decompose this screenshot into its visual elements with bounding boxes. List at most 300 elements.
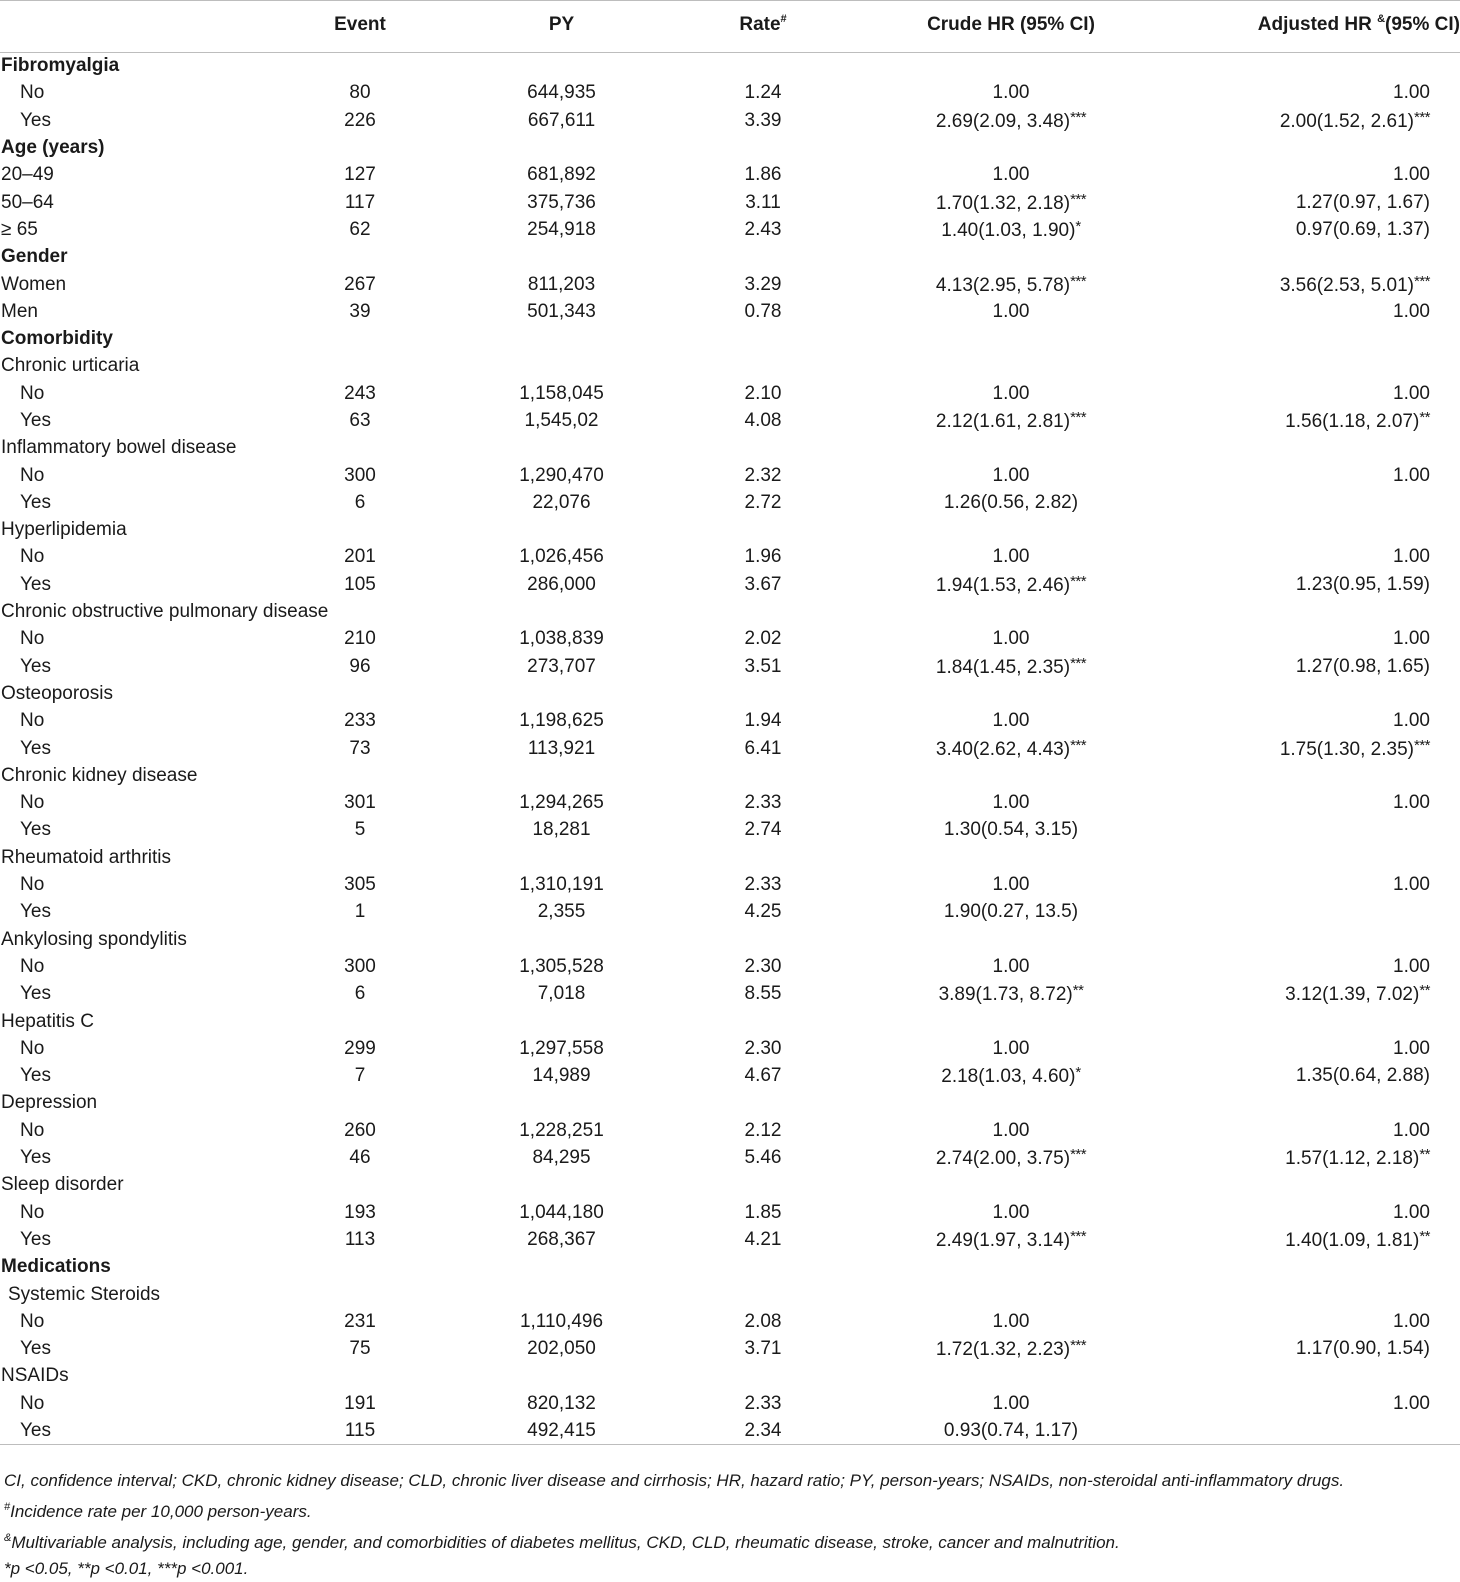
header-adjusted-sup: & [1377, 13, 1386, 25]
crude-hr-cell [823, 189, 1199, 216]
table-row [0, 981, 1460, 1008]
event-cell: 127 [344, 164, 376, 186]
table-row [0, 1308, 1460, 1335]
crude-hr-cell [823, 107, 1199, 134]
py-cell [420, 325, 703, 352]
py-cell: 2,355 [537, 901, 586, 923]
py-cell: 113,921 [527, 737, 596, 759]
rate-cell [703, 353, 823, 380]
rate-cell: 2.10 [744, 382, 782, 404]
adjusted-hr-cell [1199, 435, 1460, 462]
crude-hr-cell [823, 571, 1199, 598]
rate-cell [703, 1363, 823, 1390]
footnote-adjusted-sup: & [4, 1532, 12, 1544]
crude-hr-cell [823, 1254, 1199, 1281]
rate-cell: 2.43 [744, 218, 782, 240]
rate-cell [703, 1254, 823, 1281]
py-cell: 7,018 [537, 983, 586, 1005]
py-cell: 501,343 [527, 300, 596, 322]
py-cell: 1,044,180 [519, 1201, 604, 1223]
py-cell: 811,203 [527, 273, 596, 295]
crude-hr-cell [823, 489, 1199, 516]
crude-hr-cell [823, 53, 1199, 80]
row-label: Fibromyalgia [1, 55, 120, 77]
crude-hr-cell [823, 1008, 1199, 1035]
rate-cell: 2.34 [744, 1419, 782, 1441]
py-cell [420, 926, 703, 953]
adjusted-hr-cell [1199, 1199, 1460, 1226]
adjusted-hr-cell [1199, 844, 1460, 871]
rate-cell: 4.25 [744, 901, 782, 923]
crude-hr-cell-significance: * [1075, 217, 1081, 235]
adjusted-hr-cell-value: 1.56(1.18, 2.07) [1285, 411, 1420, 432]
event-cell: 5 [354, 819, 366, 841]
event-cell: 267 [344, 273, 376, 295]
table-row [0, 1226, 1460, 1253]
adjusted-hr-cell-value: 1.57(1.12, 2.18) [1285, 1148, 1420, 1170]
py-cell: 273,707 [527, 655, 596, 677]
event-cell [300, 353, 420, 380]
py-cell [420, 134, 703, 161]
event-cell: 6 [354, 491, 366, 513]
event-cell: 80 [349, 82, 371, 104]
header-rate-text: Rate [739, 14, 781, 35]
table-row [0, 162, 1460, 189]
crude-hr-cell-significance: * [1075, 1064, 1081, 1082]
rate-cell: 4.08 [744, 410, 782, 431]
row-label: Yes [20, 1065, 51, 1087]
row-label: No [20, 792, 45, 814]
adjusted-hr-cell-value: 1.00 [1393, 710, 1430, 732]
py-cell: 84,295 [532, 1147, 591, 1169]
adjusted-hr-cell [1199, 1035, 1460, 1062]
table-row [0, 1144, 1460, 1171]
header-adjusted-ci: (95% CI) [1385, 14, 1460, 35]
row-label: No [20, 464, 45, 486]
rate-cell: 2.33 [744, 874, 782, 896]
row-label: Osteoporosis [1, 682, 113, 704]
table-row [0, 1417, 1460, 1444]
crude-hr-cell [823, 1117, 1199, 1144]
crude-hr-cell-significance: *** [1070, 108, 1087, 126]
event-cell: 233 [344, 710, 376, 732]
row-label: Hyperlipidemia [1, 519, 127, 541]
rate-cell: 0.78 [744, 300, 782, 322]
py-cell [420, 435, 703, 462]
crude-hr-cell [823, 1417, 1199, 1444]
adjusted-hr-cell-value: 1.00 [1393, 874, 1430, 896]
table-section-row [0, 53, 1460, 80]
adjusted-hr-cell [1199, 598, 1460, 625]
header-label [0, 1, 300, 53]
footnote-rate-sup: # [4, 1501, 11, 1513]
adjusted-hr-cell-value: 1.00 [1393, 546, 1430, 568]
crude-hr-cell-value: 1.00 [992, 1201, 1030, 1223]
table-row [0, 708, 1460, 735]
table-row [0, 544, 1460, 571]
table-row [0, 517, 1460, 544]
crude-hr-cell-significance: *** [1070, 736, 1087, 754]
crude-hr-cell [823, 926, 1199, 953]
py-cell: 202,050 [527, 1338, 596, 1360]
header-row [0, 1, 1460, 53]
rate-cell: 3.11 [745, 191, 781, 213]
adjusted-hr-cell-value: 1.35(0.64, 2.88) [1295, 1065, 1430, 1087]
py-cell: 1,545,02 [524, 410, 599, 431]
event-cell: 300 [344, 955, 376, 977]
adjusted-hr-cell [1199, 1281, 1460, 1308]
event-cell [300, 325, 420, 352]
event-cell: 6 [354, 983, 366, 1005]
event-cell: 243 [344, 382, 376, 404]
row-label: Women [1, 273, 67, 295]
rate-cell [703, 1008, 823, 1035]
adjusted-hr-cell-value: 1.00 [1393, 1037, 1430, 1059]
footnote-rate-text: Incidence rate per 10,000 person-years. [10, 1502, 312, 1521]
crude-hr-cell-value: 1.00 [992, 164, 1030, 186]
adjusted-hr-cell [1199, 544, 1460, 571]
event-cell: 299 [344, 1037, 376, 1059]
table-row [0, 1035, 1460, 1062]
row-label: Yes [20, 1147, 51, 1169]
row-label: No [20, 1119, 45, 1141]
row-label: Yes [20, 901, 51, 923]
adjusted-hr-cell [1199, 708, 1460, 735]
crude-hr-cell-value: 1.00 [992, 1037, 1030, 1059]
py-cell [420, 680, 703, 707]
row-label: Yes [20, 1228, 51, 1250]
adjusted-hr-cell [1199, 926, 1460, 953]
row-label: No [20, 874, 45, 896]
row-label: Comorbidity [1, 328, 113, 350]
adjusted-hr-cell [1199, 189, 1460, 216]
crude-hr-cell [823, 844, 1199, 871]
row-label: No [20, 546, 45, 568]
adjusted-hr-cell-value: 0.97(0.69, 1.37) [1295, 218, 1430, 240]
row-label: Sleep disorder [1, 1174, 124, 1196]
rate-cell: 6.41 [744, 737, 782, 759]
rate-cell: 3.71 [744, 1338, 782, 1360]
rate-cell: 2.02 [744, 628, 782, 650]
crude-hr-cell-significance: *** [1070, 190, 1087, 208]
adjusted-hr-cell-value: 1.75(1.30, 2.35) [1279, 738, 1414, 760]
row-label: No [20, 1392, 45, 1414]
crude-hr-cell [823, 325, 1199, 352]
table-row [0, 1199, 1460, 1226]
rate-cell: 1.85 [744, 1201, 782, 1223]
crude-hr-cell [823, 1199, 1199, 1226]
table-row [0, 1117, 1460, 1144]
row-label: Hepatitis C [1, 1010, 94, 1032]
crude-hr-cell [823, 680, 1199, 707]
rate-cell [703, 435, 823, 462]
adjusted-hr-cell-value: 2.00(1.52, 2.61) [1279, 110, 1414, 132]
crude-hr-cell-value: 1.00 [992, 710, 1030, 732]
adjusted-hr-cell [1199, 1008, 1460, 1035]
table-row [0, 435, 1460, 462]
adjusted-hr-cell-significance: *** [1413, 108, 1430, 126]
crude-hr-cell-value: 1.30(0.54, 3.15) [943, 819, 1079, 841]
row-label: Chronic kidney disease [1, 764, 198, 786]
py-cell: 1,297,558 [519, 1037, 604, 1059]
adjusted-hr-cell-value: 1.00 [1393, 382, 1430, 404]
crude-hr-cell [823, 462, 1199, 489]
py-cell [420, 1281, 703, 1308]
adjusted-hr-cell [1199, 80, 1460, 107]
table-row [0, 1172, 1460, 1199]
crude-hr-cell [823, 790, 1199, 817]
py-cell [420, 244, 703, 271]
event-cell: 193 [344, 1201, 376, 1223]
rate-cell: 3.67 [744, 573, 782, 595]
crude-hr-cell-value: 1.00 [992, 874, 1030, 896]
event-cell [300, 53, 420, 80]
event-cell: 115 [344, 1419, 376, 1441]
adjusted-hr-cell-value: 1.00 [1393, 464, 1430, 486]
crude-hr-cell [823, 871, 1199, 898]
rate-cell [703, 926, 823, 953]
crude-hr-cell [823, 80, 1199, 107]
adjusted-hr-cell [1199, 1417, 1460, 1444]
crude-hr-cell-value: 1.72(1.32, 2.23) [935, 1339, 1071, 1361]
row-label: No [20, 1310, 45, 1332]
event-cell: 39 [349, 300, 371, 322]
adjusted-hr-cell [1199, 517, 1460, 544]
rate-cell: 3.51 [744, 655, 782, 677]
row-label: Chronic urticaria [1, 355, 140, 377]
adjusted-hr-cell [1199, 1363, 1460, 1390]
crude-hr-cell [823, 353, 1199, 380]
table-row [0, 1062, 1460, 1089]
rate-cell: 2.33 [744, 792, 782, 814]
crude-hr-cell-value: 1.00 [992, 955, 1030, 977]
rate-cell [703, 1281, 823, 1308]
py-cell: 1,290,470 [519, 464, 604, 486]
py-cell [420, 353, 703, 380]
event-cell [300, 244, 420, 271]
adjusted-hr-cell-significance: ** [1419, 409, 1430, 426]
event-cell [300, 1254, 420, 1281]
table-body [0, 53, 1460, 1445]
event-cell: 210 [344, 628, 376, 650]
adjusted-hr-cell-value: 1.00 [1393, 164, 1430, 186]
adjusted-hr-cell-value: 1.00 [1393, 1392, 1430, 1414]
event-cell: 231 [344, 1310, 376, 1332]
adjusted-hr-cell [1199, 817, 1460, 844]
event-cell [300, 680, 420, 707]
rate-cell [703, 53, 823, 80]
rate-cell [703, 244, 823, 271]
table-row [0, 1008, 1460, 1035]
table-row [0, 107, 1460, 134]
row-label: No [20, 628, 45, 650]
event-cell: 201 [344, 546, 376, 568]
adjusted-hr-cell-value: 1.40(1.09, 1.81) [1285, 1229, 1420, 1251]
crude-hr-cell [823, 162, 1199, 189]
event-cell [300, 517, 420, 544]
table-row [0, 953, 1460, 980]
adjusted-hr-cell-significance: *** [1413, 272, 1430, 290]
table-row [0, 762, 1460, 789]
adjusted-hr-cell-value: 1.00 [1393, 82, 1430, 104]
row-label: No [20, 710, 45, 732]
rate-cell: 2.74 [744, 819, 782, 841]
adjusted-hr-cell [1199, 953, 1460, 980]
crude-hr-cell [823, 407, 1199, 434]
table-row [0, 271, 1460, 298]
adjusted-hr-cell [1199, 653, 1460, 680]
crude-hr-cell-value: 1.40(1.03, 1.90) [941, 219, 1076, 241]
adjusted-hr-cell [1199, 244, 1460, 271]
crude-hr-cell [823, 1144, 1199, 1171]
adjusted-hr-cell [1199, 407, 1460, 434]
row-label: 50–64 [1, 191, 54, 213]
adjusted-hr-cell [1199, 162, 1460, 189]
rate-cell: 3.29 [744, 273, 782, 295]
adjusted-hr-cell-value: 3.12(1.39, 7.02) [1285, 984, 1420, 1006]
rate-cell: 2.12 [744, 1119, 782, 1141]
table-row [0, 680, 1460, 707]
crude-hr-cell [823, 1335, 1199, 1362]
adjusted-hr-cell [1199, 1062, 1460, 1089]
crude-hr-cell-value: 0.93(0.74, 1.17) [943, 1419, 1079, 1441]
adjusted-hr-cell [1199, 107, 1460, 134]
adjusted-hr-cell [1199, 790, 1460, 817]
event-cell: 191 [344, 1392, 376, 1414]
table-row [0, 817, 1460, 844]
py-cell [420, 1090, 703, 1117]
crude-hr-cell-value: 3.89(1.73, 8.72) [938, 984, 1073, 1006]
row-label: Inflammatory bowel disease [1, 437, 237, 459]
table-row [0, 653, 1460, 680]
py-cell: 22,076 [532, 491, 591, 513]
adjusted-hr-cell [1199, 871, 1460, 898]
adjusted-hr-cell [1199, 1390, 1460, 1417]
crude-hr-cell-value: 4.13(2.95, 5.78) [935, 274, 1071, 296]
event-cell: 73 [349, 737, 371, 759]
event-cell: 260 [344, 1119, 376, 1141]
py-cell: 667,611 [527, 109, 596, 131]
adjusted-hr-cell-value: 1.00 [1393, 792, 1430, 814]
crude-hr-cell [823, 1090, 1199, 1117]
py-cell [420, 598, 703, 625]
crude-hr-cell-value: 1.94(1.53, 2.46) [935, 574, 1071, 596]
table-row [0, 407, 1460, 434]
event-cell [300, 844, 420, 871]
crude-hr-cell-value: 1.00 [992, 382, 1030, 404]
crude-hr-cell-value: 1.00 [992, 82, 1030, 104]
event-cell: 1 [354, 901, 366, 923]
adjusted-hr-cell-significance: ** [1419, 982, 1430, 1000]
crude-hr-cell [823, 517, 1199, 544]
crude-hr-cell [823, 1390, 1199, 1417]
adjusted-hr-cell [1199, 899, 1460, 926]
rate-cell: 5.46 [744, 1147, 782, 1169]
header-event: Event [334, 13, 386, 35]
adjusted-hr-cell-value: 1.00 [1393, 955, 1430, 977]
crude-hr-cell [823, 762, 1199, 789]
adjusted-hr-cell [1199, 571, 1460, 598]
crude-hr-cell-value: 3.40(2.62, 4.43) [935, 738, 1071, 760]
event-cell: 300 [344, 464, 376, 486]
row-label: Age (years) [1, 137, 105, 159]
py-cell: 1,294,265 [519, 792, 604, 814]
crude-hr-cell [823, 899, 1199, 926]
adjusted-hr-cell-significance: *** [1413, 736, 1430, 754]
adjusted-hr-cell [1199, 1308, 1460, 1335]
py-cell: 1,310,191 [519, 874, 604, 896]
table-row [0, 926, 1460, 953]
rate-cell: 1.94 [744, 710, 782, 732]
event-cell [300, 1090, 420, 1117]
adjusted-hr-cell-value: 3.56(2.53, 5.01) [1279, 274, 1414, 296]
table-row [0, 844, 1460, 871]
crude-hr-cell-significance: *** [1070, 272, 1087, 290]
table-row [0, 380, 1460, 407]
row-label: Yes [20, 573, 51, 595]
event-cell [300, 1172, 420, 1199]
table-row [0, 80, 1460, 107]
row-label: Yes [20, 819, 51, 841]
event-cell: 63 [349, 410, 371, 431]
rate-cell [703, 325, 823, 352]
crude-hr-cell [823, 1281, 1199, 1308]
adjusted-hr-cell [1199, 271, 1460, 298]
adjusted-hr-cell [1199, 1172, 1460, 1199]
py-cell [420, 762, 703, 789]
crude-hr-cell [823, 544, 1199, 571]
py-cell: 254,918 [527, 218, 596, 240]
table-row [0, 1390, 1460, 1417]
table-header [0, 1, 1460, 53]
py-cell [420, 517, 703, 544]
adjusted-hr-cell [1199, 1090, 1460, 1117]
event-cell: 75 [349, 1338, 371, 1360]
crude-hr-cell [823, 598, 1199, 625]
crude-hr-cell-value: 2.18(1.03, 4.60) [941, 1066, 1076, 1088]
row-label: Yes [20, 410, 51, 431]
table-row [0, 571, 1460, 598]
py-cell: 286,000 [527, 573, 596, 595]
table-row [0, 1363, 1460, 1390]
adjusted-hr-cell [1199, 216, 1460, 243]
crude-hr-cell-significance: *** [1070, 572, 1087, 590]
adjusted-hr-cell [1199, 680, 1460, 707]
crude-hr-cell [823, 981, 1199, 1008]
adjusted-hr-cell [1199, 1226, 1460, 1253]
row-label: Yes [20, 491, 51, 513]
adjusted-hr-cell [1199, 53, 1460, 80]
crude-hr-cell-value: 1.26(0.56, 2.82) [943, 491, 1079, 513]
adjusted-hr-cell [1199, 981, 1460, 1008]
adjusted-hr-cell [1199, 1117, 1460, 1144]
py-cell: 1,110,496 [519, 1310, 604, 1332]
table-row [0, 298, 1460, 325]
crude-hr-cell-significance: *** [1070, 654, 1087, 672]
crude-hr-cell [823, 653, 1199, 680]
rate-cell: 3.39 [744, 109, 782, 131]
table-footnotes [4, 1468, 1454, 1582]
crude-hr-cell-significance: ** [1072, 982, 1084, 1000]
footnote-adjusted-text: Multivariable analysis, including age, gender, and comorbidities of diabetes mellitus, CKD, CLD, rheumatic disease, stroke, cancer and malnutrition. [11, 1533, 1120, 1552]
table-section-row [0, 244, 1460, 271]
adjusted-hr-cell [1199, 626, 1460, 653]
event-cell: 226 [344, 109, 376, 131]
py-cell [420, 1363, 703, 1390]
event-cell: 62 [349, 218, 371, 240]
table-section-row [0, 134, 1460, 161]
py-cell: 1,026,456 [519, 546, 604, 568]
